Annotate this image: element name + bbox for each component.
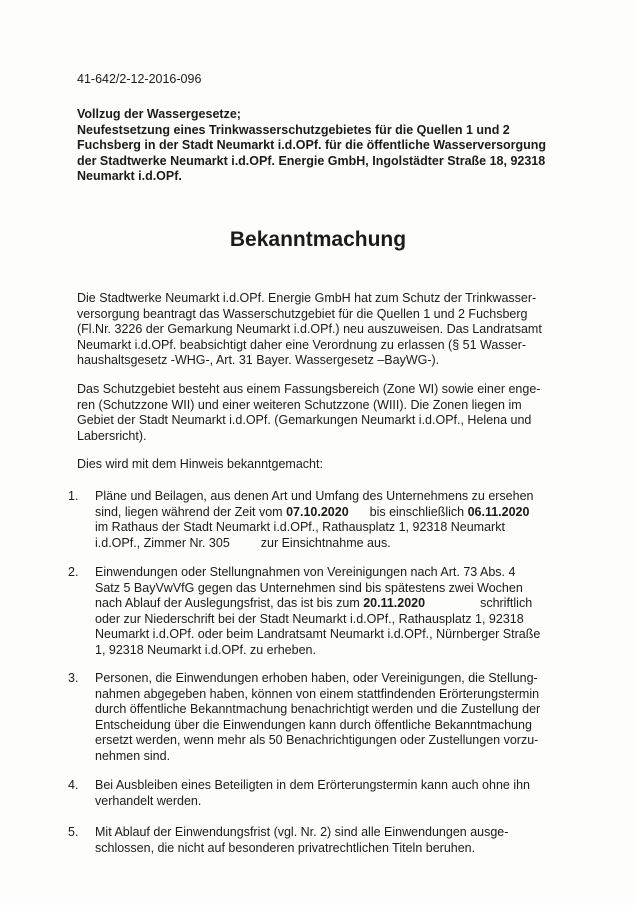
zones-paragraph bbox=[77, 382, 564, 444]
item-line: Bei Ausbleiben eines Beteiligten in dem Erörterungstermin kann auch ohne ihn bbox=[95, 778, 530, 792]
item-line bbox=[95, 536, 565, 552]
paragraph-line: haushaltsgesetz -WHG-, Art. 31 Bayer. Wassergesetz –BayWG-). bbox=[77, 353, 440, 367]
item-line: im Rathaus der Stadt Neumarkt i.d.OPf., Rathausplatz 1, 92318 Neumarkt bbox=[95, 520, 505, 534]
item-line: Personen, die Einwendungen erhoben haben, oder Vereinigungen, die Stellung- bbox=[95, 671, 538, 685]
item-line: Pläne und Beilagen, aus denen Art und Umfang des Unternehmens zu ersehen bbox=[95, 489, 534, 503]
item-line: nehmen sind. bbox=[95, 748, 171, 763]
item-body bbox=[95, 778, 565, 809]
paragraph-line: (Fl.Nr. 3226 der Gemarkung Neumarkt i.d.OPf.) neu auszuweisen. Das Landratsamt bbox=[77, 322, 542, 336]
paragraph-line: ren (Schutzzone WII) und einer weiteren Schutzzone (WIII). Die Zonen liegen im bbox=[77, 397, 522, 412]
paragraph-line: Die Stadtwerke Neumarkt i.d.OPf. Energie GmbH hat zum Schutz der Trinkwasser- bbox=[77, 291, 537, 305]
paragraph-line: Dies wird mit dem Hinweis bekanntgemacht: bbox=[77, 457, 323, 471]
paragraph-line: Gebiet der Stadt Neumarkt i.d.OPf. (Gemarkungen Neumarkt i.d.OPf., Helena und bbox=[77, 413, 532, 427]
item-number: 2. bbox=[68, 565, 79, 579]
deadline-date: 20.11.2020 bbox=[363, 596, 426, 610]
date-to: 06.11.2020 bbox=[467, 504, 530, 519]
subject-line: Vollzug der Wassergesetze; bbox=[77, 107, 241, 121]
notice-paragraph bbox=[77, 457, 564, 473]
subject-line: Neufestsetzung eines Trinkwasserschutzgebietes für die Quellen 1 und 2 bbox=[77, 122, 510, 137]
item-line bbox=[95, 505, 565, 521]
subject-line: der Stadtwerke Neumarkt i.d.OPf. Energie GmbH, Ingolstädter Straße 18, 92318 bbox=[77, 153, 546, 168]
item-line: 1, 92318 Neumarkt i.d.OPf. zu erheben. bbox=[95, 642, 316, 657]
date-from: 07.10.2020 bbox=[286, 504, 349, 519]
paragraph-line: Das Schutzgebiet besteht aus einem Fassungsbereich (Zone WI) sowie einer enge- bbox=[77, 382, 541, 396]
item-text: nach Ablauf der Auslegungsfrist, das ist bis zum bbox=[95, 596, 360, 610]
item-line: Neumarkt i.d.OPf. oder beim Landratsamt Neumarkt i.d.OPf., Nürnberger Straße bbox=[95, 627, 541, 641]
item-line: Entscheidung über die Einwendungen kann durch öffentliche Bekanntmachung bbox=[95, 717, 532, 732]
item-line: nahmen abgegeben haben, können von einem stattfindenden Erörterungstermin bbox=[95, 686, 540, 701]
item-text: i.d.OPf., Zimmer Nr. bbox=[95, 535, 206, 550]
item-line: Einwendungen oder Stellungnahmen von Vereinigungen nach Art. 73 Abs. 4 bbox=[95, 565, 516, 579]
item-line: Mit Ablauf der Einwendungsfrist (vgl. Nr. 2) sind alle Einwendungen ausge- bbox=[95, 825, 509, 839]
item-number: 4. bbox=[68, 778, 79, 792]
item-line: oder zur Niederschrift bei der Stadt Neumarkt i.d.OPf., Rathausplatz 1, 92318 bbox=[95, 611, 524, 626]
subject-line: Fuchsberg in der Stadt Neumarkt i.d.OPf. für die öffentliche Wasserversorgung bbox=[77, 138, 547, 152]
item-line: ersetzt werden, wenn mehr als 50 Benachrichtigungen oder Zustellungen vorzu- bbox=[95, 733, 539, 747]
item-text: zur Einsichtnahme aus. bbox=[260, 535, 391, 550]
item-line bbox=[95, 596, 565, 612]
item-body bbox=[95, 671, 565, 764]
item-number: 5. bbox=[68, 825, 79, 839]
item-text: schriftlich bbox=[480, 596, 533, 610]
item-body bbox=[95, 489, 565, 551]
item-body bbox=[95, 565, 565, 658]
intro-paragraph bbox=[77, 291, 564, 369]
item-number: 1. bbox=[68, 489, 79, 503]
item-text: sind, liegen während der Zeit vom bbox=[95, 504, 283, 519]
item-line: schlossen, die nicht auf besonderen privatrechtlichen Titeln beruhen. bbox=[95, 840, 476, 855]
reference-number: 41-642/2-12-2016-096 bbox=[77, 72, 202, 86]
document-title: Bekanntmachung bbox=[229, 228, 407, 251]
paragraph-line: Neumarkt i.d.OPf. beabsichtigt daher eine Verordnung zu erlassen (§ 51 Wasser- bbox=[77, 337, 527, 352]
item-line: durch öffentliche Bekanntmachung benachrichtigt werden und die Zustellung der bbox=[95, 702, 541, 716]
item-line: verhandelt werden. bbox=[95, 793, 202, 808]
paragraph-line: versorgung beantragt das Wasserschutzgebiet für die Quellen 1 und 2 Fuchsberg bbox=[77, 306, 528, 321]
item-number: 3. bbox=[68, 671, 79, 685]
room-number: 305 bbox=[208, 535, 230, 550]
subject-line: Neumarkt i.d.OPf. bbox=[77, 169, 182, 183]
item-text: bis einschließlich bbox=[369, 504, 465, 519]
subject-heading bbox=[77, 107, 557, 185]
paragraph-line: Labersricht). bbox=[77, 428, 147, 443]
item-line: Satz 5 BayVwVfG gegen das Unternehmen sind bis spätestens zwei Wochen bbox=[95, 580, 523, 595]
item-body bbox=[95, 825, 565, 856]
